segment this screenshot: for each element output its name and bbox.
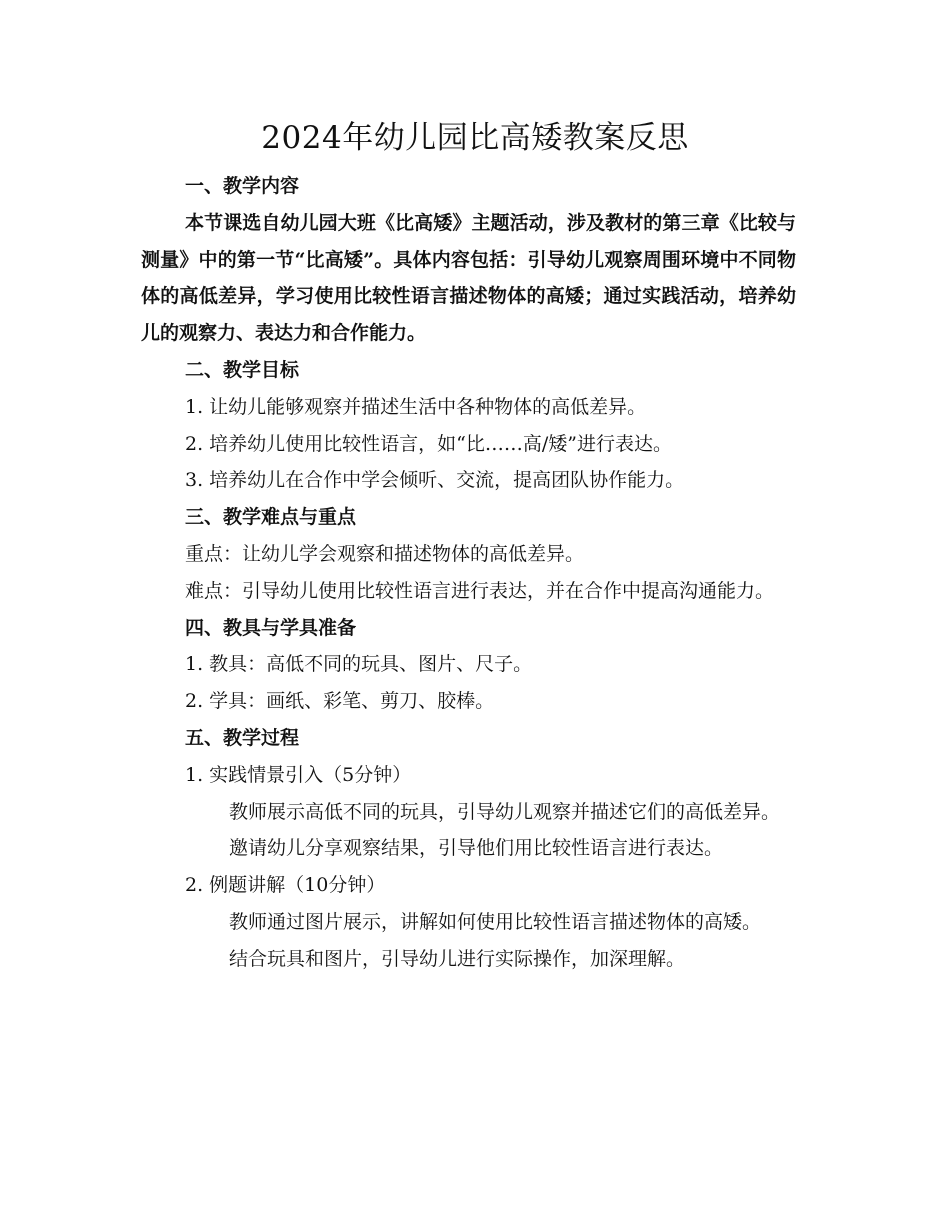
material-item-text: 教具：高低不同的玩具、图片、尺子。: [209, 653, 533, 676]
section-heading-teaching-process: 五、教学过程: [185, 726, 300, 749]
document-body: [141, 168, 796, 978]
goal-item: [141, 426, 796, 463]
goal-item: [141, 462, 796, 499]
process-step-title: [141, 867, 796, 904]
process-step-paragraph: 教师展示高低不同的玩具，引导幼儿观察并描述它们的高低差异。: [229, 800, 781, 823]
goal-item-text: 让幼儿能够观察并描述生活中各种物体的高低差异。: [209, 395, 647, 418]
goal-item-number: 1.: [185, 395, 204, 418]
process-step-title-text: 实践情景引入（5分钟）: [209, 763, 412, 786]
goal-item-number: 3.: [185, 469, 204, 492]
goal-item-number: 2.: [185, 432, 204, 455]
teaching-content-paragraph: 本节课选自幼儿园大班《比高矮》主题活动，涉及教材的第三章《比较与测量》中的第一节“比高矮”。具体内容包括：引导幼儿观察周围环境中不同物体的高低差异，学习使用比较性语言描述物体的高矮；通过实践活动，培养幼儿的观察力、表达力和合作能力。: [141, 211, 796, 345]
process-step-number: 1.: [185, 763, 204, 786]
process-step-title: [141, 757, 796, 794]
material-item-number: 1.: [185, 653, 204, 676]
material-item-number: 2.: [185, 690, 204, 713]
section-heading-teaching-content: 一、教学内容: [185, 175, 300, 197]
process-step-paragraph: 结合玩具和图片，引导幼儿进行实际操作，加深理解。: [229, 947, 686, 970]
process-step-paragraph: 邀请幼儿分享观察结果，引导他们用比较性语言进行表达。: [229, 837, 724, 860]
section-heading-key-difficult-points: 三、教学难点与重点: [185, 506, 357, 529]
goal-item-text: 培养幼儿在合作中学会倾听、交流，提高团队协作能力。: [209, 469, 685, 492]
key-point-text: 重点：让幼儿学会观察和描述物体的高低差异。: [185, 542, 585, 565]
goal-item-text: 培养幼儿使用比较性语言，如“比……高/矮”进行表达。: [209, 432, 672, 455]
material-item-text: 学具：画纸、彩笔、剪刀、胶棒。: [209, 690, 495, 713]
process-step-title-text: 例题讲解（10分钟）: [209, 874, 386, 897]
difficulty-text: 难点：引导幼儿使用比较性语言进行表达，并在合作中提高沟通能力。: [185, 579, 775, 602]
goal-item: [141, 389, 796, 426]
material-item: [141, 646, 796, 683]
process-step-paragraph: 教师通过图片展示，讲解如何使用比较性语言描述物体的高矮。: [229, 910, 762, 933]
document-title: 2024年幼儿园比高矮教案反思: [261, 120, 689, 156]
material-item: [141, 683, 796, 720]
section-heading-materials: 四、教具与学具准备: [185, 616, 357, 639]
section-heading-teaching-goals: 二、教学目标: [185, 358, 300, 381]
process-step-number: 2.: [185, 874, 204, 897]
